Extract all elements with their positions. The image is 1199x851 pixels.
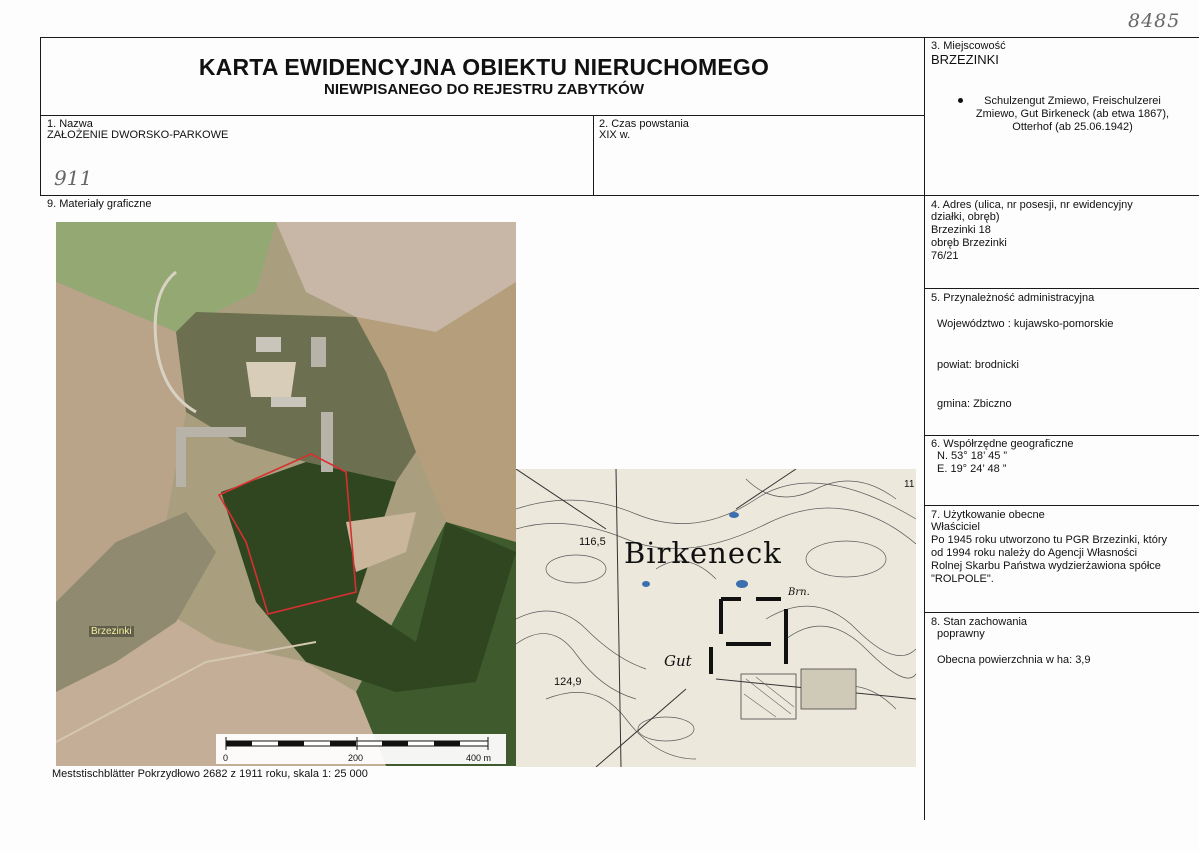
frame-r6 [924,505,1199,506]
map-label-gut: Gut [664,652,692,670]
field2-label: 2. Czas powstania [599,118,689,130]
map-elevation-2: 124,9 [554,676,582,688]
owner-label: Właściciel [931,521,980,533]
card-title: KARTA EWIDENCYJNA OBIEKTU NIERUCHOMEGO [198,54,770,80]
scale-tick-200: 200 [348,753,364,763]
map-elevation-1: 116,5 [579,536,606,548]
address-line1: Brzezinki 18 [931,224,991,236]
bullet-icon [958,98,963,103]
frame-right-col [924,37,925,820]
voivodeship: Województwo : kujawsko-pomorskie [937,318,1114,330]
frame-top [40,37,1199,38]
frame-row2 [40,195,1199,196]
commune: gmina: Zbiczno [937,398,1012,410]
field6-label: 6. Współrzędne geograficzne [931,438,1074,450]
field9-label: 9. Materiały graficzne [47,198,152,210]
scale-tick-0: 0 [223,753,229,763]
handwritten-number: 911 [54,166,93,190]
latitude: N. 53° 18’ 45 ” [937,450,1008,462]
map-label-brn: Brn. [788,587,810,598]
condition-value: poprawny [937,628,985,640]
historical-names: Schulzengut Zmiewo, Freischulzerei Zmiewo, Gut Birkeneck (ab etwa 1867), Otterhof (ab 25.06.1942) [975,95,1170,133]
area-value: Obecna powierzchnia w ha: 3,9 [937,654,1091,666]
field5-label: 5. Przynależność administracyjna [931,292,1095,304]
card-subtitle: NIEWPISANEGO DO REJESTRU ZABYTKÓW [323,81,645,98]
field3-value: BRZEZINKI [931,52,999,67]
map-caption: Meststischblätter Pokrzydłowo 2682 z 1911 roku, skala 1: 25 000 [52,768,368,780]
address-line2: obręb Brzezinki [931,237,1007,249]
place-label-brzezinki: Brzezinki [91,626,132,637]
county: powiat: brodnicki [937,359,1019,371]
scale-tick-400: 400 m [466,753,492,763]
frame-r5 [924,435,1199,436]
usage-text: Po 1945 roku utworzono tu PGR Brzezinki, który od 1994 roku należy do Agencji Własności Rolnej Skarbu Państwa wydzierżawiona spółce "ROLPOLE". [931,534,1167,585]
field7-label: 7. Użytkowanie obecne [931,509,1045,521]
field1-value: ZAŁOŻENIE DWORSKO-PARKOWE [47,129,229,141]
field1-label: 1. Nazwa [47,118,93,130]
page-number: 8485 [1128,10,1181,32]
longitude: E. 19° 24’ 48 ” [937,463,1007,475]
frame-r4 [924,288,1199,289]
map-edge-mark: 11 [904,479,915,490]
field4-label: 4. Adres (ulica, nr posesji, nr ewidencyjny działki, obręb) [931,199,1133,223]
field8-label: 8. Stan zachowania [931,616,1028,628]
aerial-photo [56,222,516,766]
frame-r7 [924,612,1199,613]
historic-map-drawing [516,469,916,767]
map-place-name: Birkeneck [624,536,782,570]
address-line3: 76/21 [931,250,959,262]
aerial-photo-drawing [56,222,516,766]
frame-mid [593,115,594,195]
historic-map [516,469,916,767]
frame-row1 [40,115,924,116]
field2-value: XIX w. [599,129,631,141]
field3-label: 3. Miejscowość [931,40,1006,52]
